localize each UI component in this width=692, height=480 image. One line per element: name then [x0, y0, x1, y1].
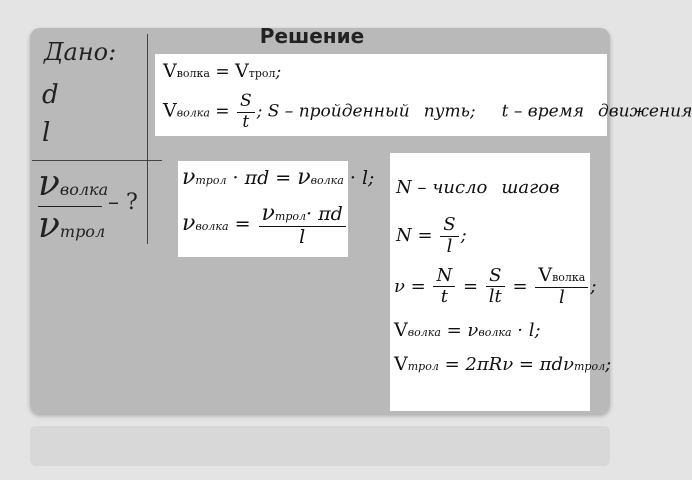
formula-box-speed [155, 54, 692, 136]
given-l: l [42, 118, 51, 148]
formula-box-relation [178, 161, 375, 257]
equation-n-def: N – число шагов [396, 177, 560, 198]
equation-speed-def: Vволка = $\frac{S}{t}$ ; S – пройденный путь; t – время движения [163, 91, 692, 132]
equation-speed-equal: Vволка = Vтрол; [163, 60, 282, 82]
equation-relation: νтрол · πd = νволка · l; [182, 165, 375, 190]
formula-box-steps [390, 153, 612, 411]
equation-speed-wolf: Vволка = νволка · l; [394, 319, 541, 341]
question-mark: – ? [108, 190, 138, 215]
bottom-band [30, 426, 610, 466]
equation-nu: ν = $\frac{N}{t}$ = $\frac{S}{lt}$ = $\frac{\text{Vволка}}{l}$ ; [394, 264, 597, 308]
given-divider-horizontal [32, 160, 162, 161]
equation-speed-troll: Vтрол = 2πRν = πdνтрол; [394, 353, 612, 375]
given-d: d [42, 80, 59, 110]
given-divider-vertical [147, 34, 148, 244]
given-label: Дано: [44, 38, 117, 66]
equation-result: νволка = $\frac{\text{νтрол· πd}}{l}$ [182, 201, 348, 249]
equation-n: N = $\frac{S}{l}$ ; [396, 214, 467, 257]
title-text: Решение [259, 24, 365, 48]
